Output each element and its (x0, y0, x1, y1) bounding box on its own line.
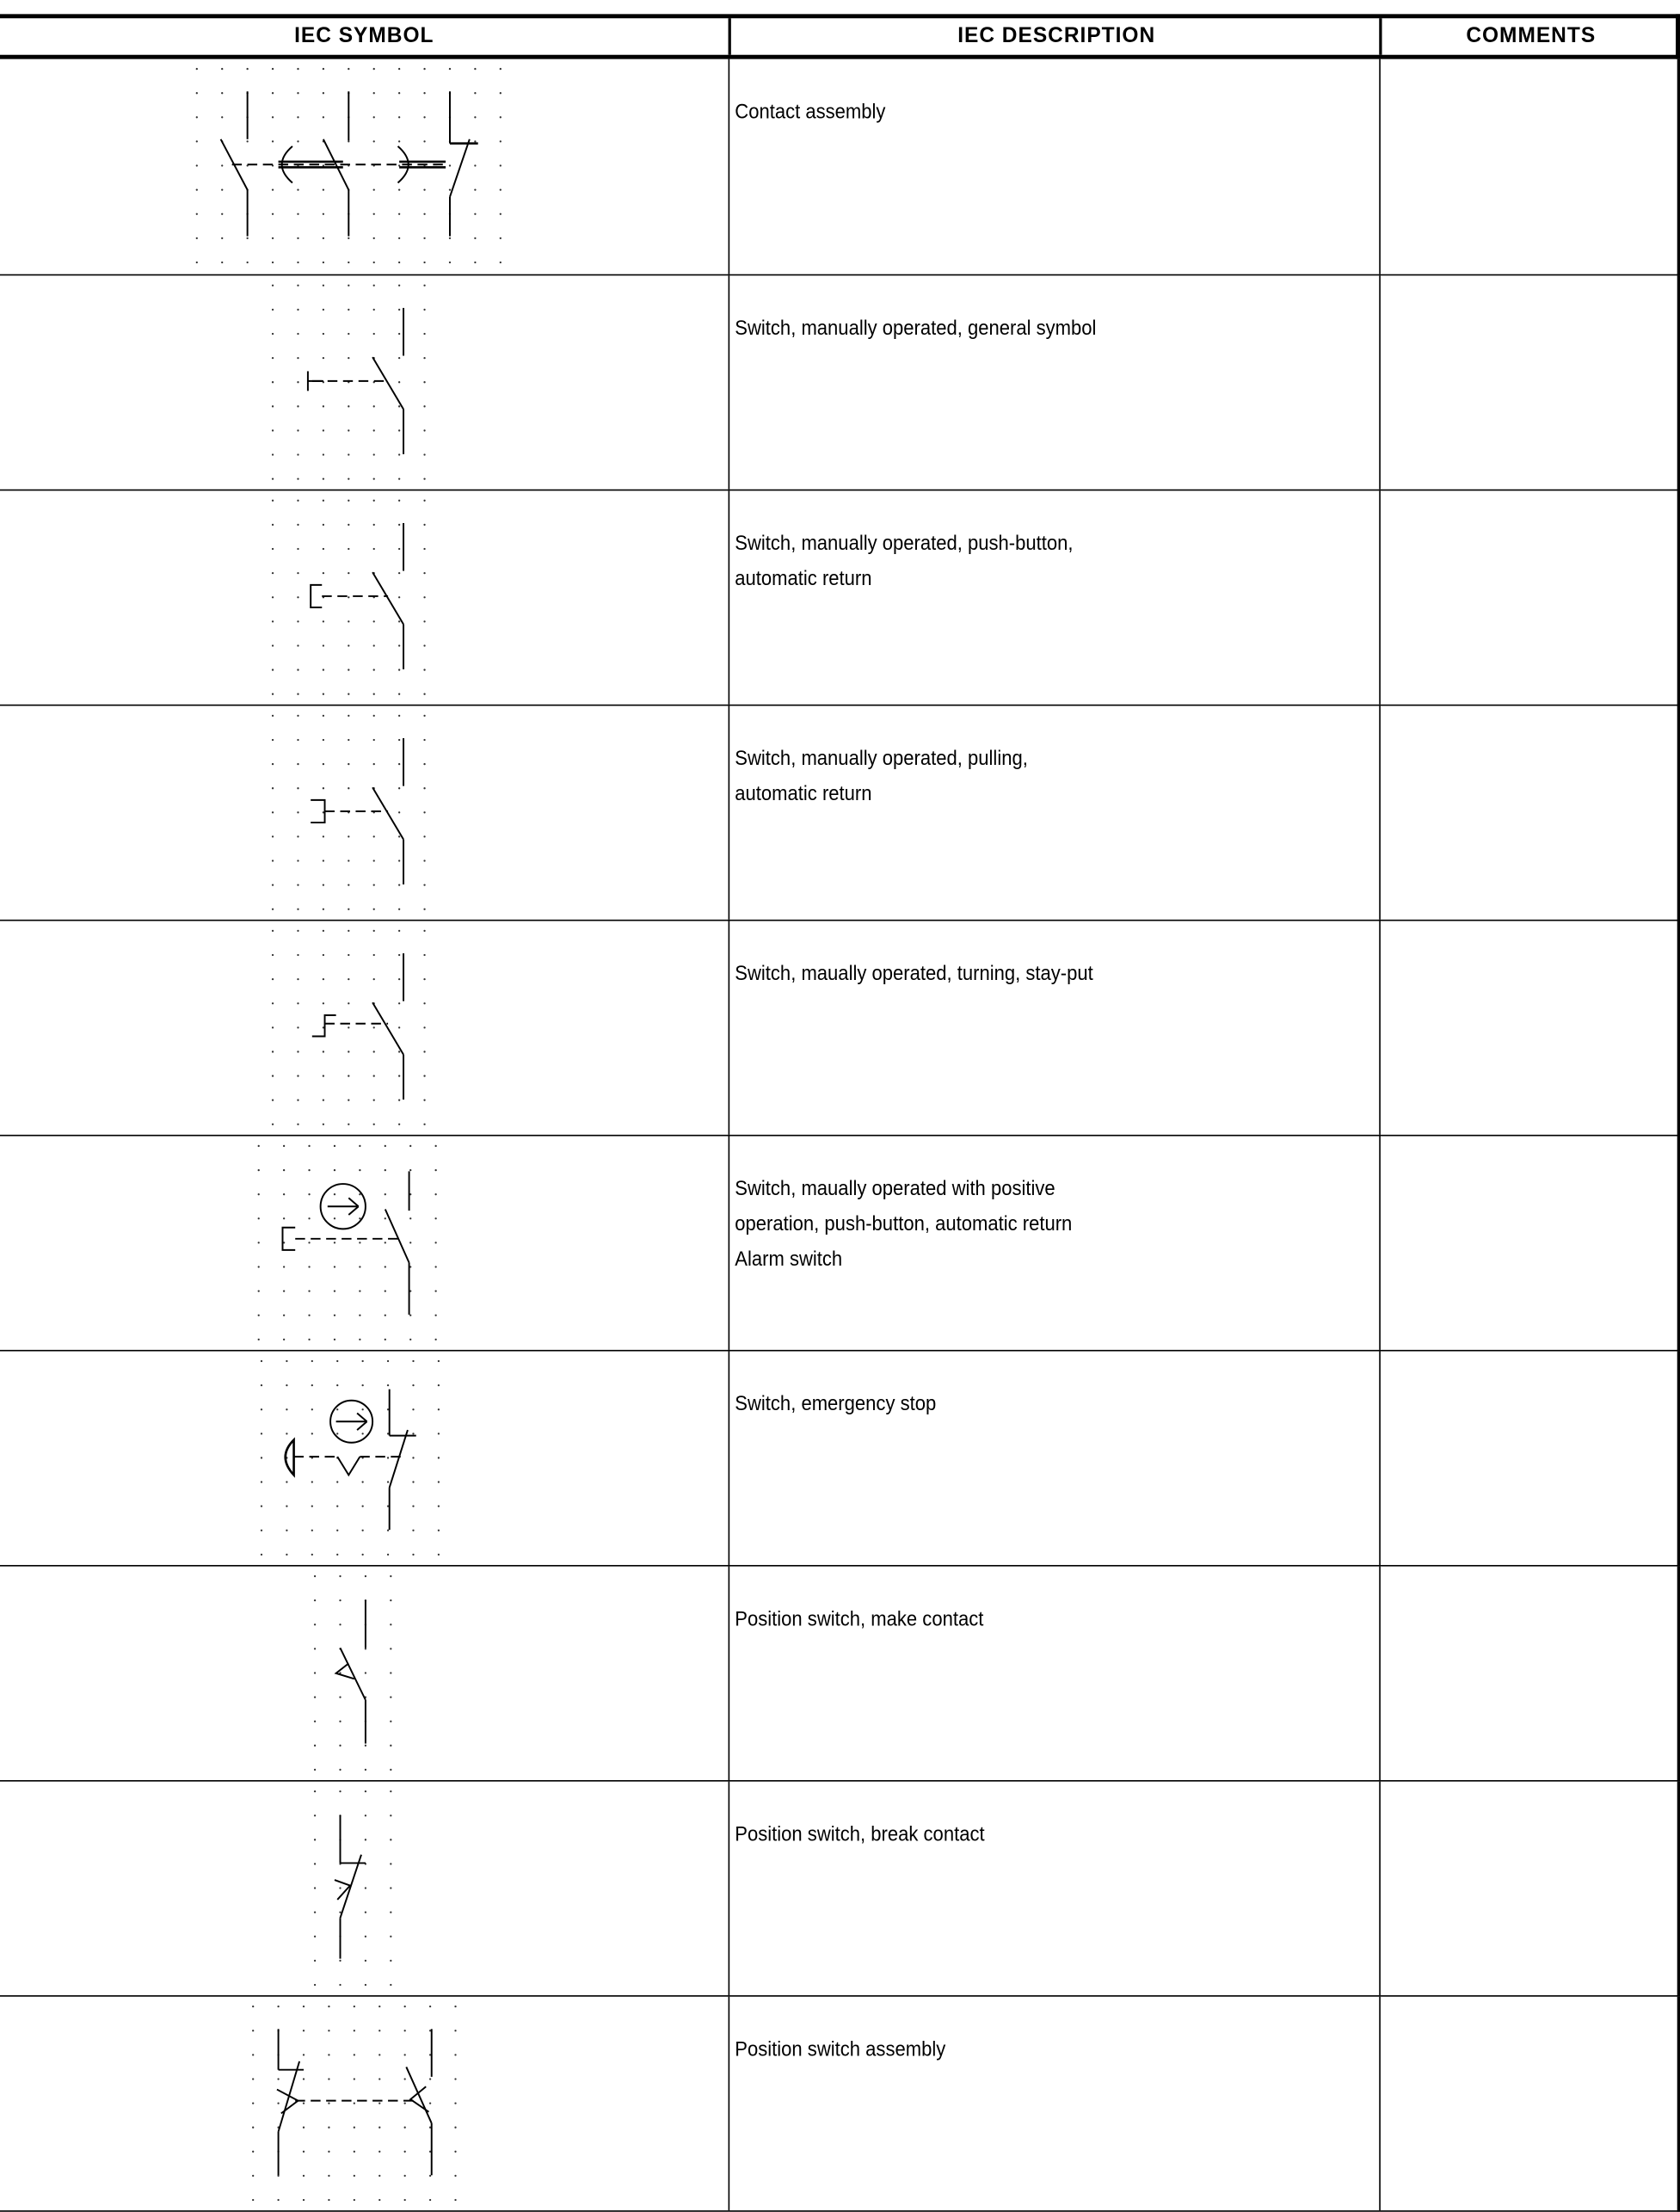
positive-operation-push-button-icon (0, 1137, 729, 1350)
comments-cell (1379, 275, 1678, 489)
comments-text (1381, 921, 1680, 957)
description-cell (729, 59, 1381, 274)
description-cell (729, 275, 1381, 489)
position-switch-assembly-icon (0, 1997, 729, 2210)
symbol-stroke (337, 1457, 360, 1475)
description-text: Switch, manually operated, general symbol (735, 317, 1097, 341)
pull-switch-icon (0, 705, 729, 919)
description-cell (729, 921, 1381, 1134)
symbol-cell (0, 275, 729, 489)
grid-dots (261, 1360, 440, 1556)
emergency-stop-icon (0, 1352, 729, 1565)
symbol-stroke (390, 1430, 408, 1488)
symbol-stroke (311, 585, 322, 607)
description-text: Contact assembly (735, 101, 886, 124)
comments-cell (1379, 1567, 1678, 1780)
description-cell (729, 1567, 1381, 1780)
symbol-stroke (372, 572, 403, 624)
table-row (0, 705, 1680, 921)
description-text: Position switch assembly (735, 2038, 946, 2061)
comments-cell (1379, 1137, 1678, 1350)
symbol-cell (0, 1782, 729, 1995)
symbol-stroke (357, 1413, 366, 1421)
manual-switch-icon (0, 275, 729, 489)
comments-cell (1379, 1352, 1678, 1565)
symbol-stroke (282, 1228, 295, 1250)
symbol-cell (0, 1137, 729, 1350)
comments-cell (1379, 490, 1678, 704)
grid-dots (272, 285, 426, 480)
header-comments: COMMENTS (1379, 18, 1680, 54)
push-button-switch-icon (0, 490, 729, 704)
comments-text (1381, 705, 1680, 742)
symbol-stroke (348, 1198, 358, 1206)
table-header (0, 14, 1680, 59)
symbol-stroke (348, 1206, 358, 1215)
header-iec-symbol: IEC SYMBOL (294, 23, 434, 48)
contact-assembly-icon (0, 59, 729, 273)
grid-dots (272, 715, 426, 910)
comments-text (1381, 1352, 1680, 1388)
position-switch-break-icon (0, 1782, 729, 1995)
comments-text (1381, 275, 1680, 311)
symbol-stroke (372, 1002, 403, 1054)
symbol-stroke (357, 1421, 366, 1430)
symbol-stroke (406, 2067, 431, 2123)
symbol-cell (0, 705, 729, 919)
description-cell (729, 1997, 1381, 2210)
table-row (0, 1782, 1680, 1997)
description-text: Switch, manually operated, pulling, automatic return (735, 748, 1028, 806)
symbol-cell (0, 1567, 729, 1780)
grid-dots (272, 500, 426, 695)
symbol-stroke (341, 1648, 366, 1699)
symbol-stroke (372, 357, 403, 409)
symbol-cell (0, 1352, 729, 1565)
symbol-stroke (385, 1209, 409, 1262)
comments-cell (1379, 921, 1678, 1134)
symbol-stroke (450, 139, 470, 197)
comments-text (1381, 1997, 1680, 2033)
comments-text (1381, 1137, 1680, 1173)
description-text: Switch, maually operated, turning, stay-put (735, 963, 1093, 986)
comments-cell (1379, 59, 1678, 274)
table-row (0, 275, 1680, 490)
symbol-stroke (312, 1015, 336, 1037)
description-text: Position switch, make contact (735, 1608, 984, 1631)
table-row (0, 1352, 1680, 1567)
table-row (0, 1137, 1680, 1352)
position-switch-make-icon (0, 1567, 729, 1780)
symbol-cell (0, 490, 729, 704)
comments-cell (1379, 1782, 1678, 1995)
comments-cell (1379, 705, 1678, 919)
iec-symbol-table (0, 14, 1680, 2211)
comments-text (1381, 59, 1680, 96)
symbol-stroke (372, 787, 403, 839)
symbol-cell (0, 921, 729, 1134)
table-row (0, 921, 1680, 1136)
table-row (0, 490, 1680, 705)
symbol-stroke (410, 2086, 428, 2111)
grid-dots (252, 2006, 457, 2201)
grid-dots (272, 930, 426, 1125)
comments-text (1381, 490, 1680, 527)
description-cell (729, 1352, 1381, 1565)
symbol-stroke (341, 1855, 362, 1919)
comments-cell (1379, 1997, 1678, 2210)
comments-text (1381, 1567, 1680, 1603)
description-cell (729, 490, 1381, 704)
description-cell (729, 1137, 1381, 1350)
header-iec-description: IEC DESCRIPTION (729, 18, 1382, 54)
table-row (0, 1567, 1680, 1782)
description-cell (729, 705, 1381, 919)
table-row (0, 1997, 1680, 2212)
symbol-stroke (311, 800, 324, 823)
grid-dots (314, 1790, 392, 1986)
symbol-cell (0, 1997, 729, 2210)
turn-switch-icon (0, 921, 729, 1134)
description-text: Switch, emergency stop (735, 1393, 937, 1416)
description-cell (729, 1782, 1381, 1995)
description-text: Position switch, break contact (735, 1823, 985, 1846)
symbol-cell (0, 59, 729, 274)
description-text: Switch, maually operated with positive operation, push-button, automatic return Alarm switch (735, 1178, 1073, 1272)
table-row (0, 59, 1680, 276)
description-text: Switch, manually operated, push-button, automatic return (735, 533, 1074, 591)
comments-text (1381, 1782, 1680, 1818)
